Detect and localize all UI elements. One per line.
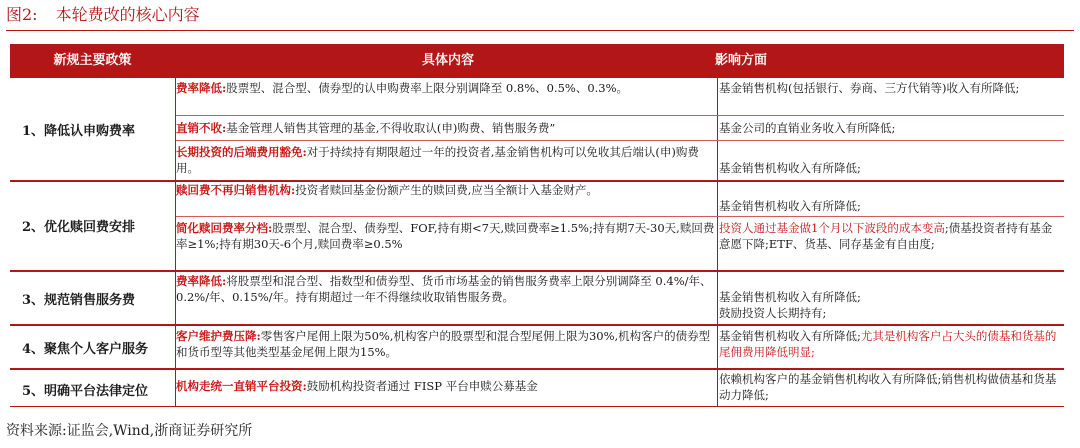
content-lead: 简化赎回费率分档: — [176, 221, 273, 235]
impact-text: ;债基投资者持有基金意愿下降;ETF、货基、同存基金有自由度; — [719, 221, 1053, 251]
group-divider — [10, 368, 1064, 370]
policy-table — [10, 44, 1064, 407]
content-text: 基金管理人销售其管理的基金,不得收取认(申)购费、销售服务费” — [226, 121, 556, 135]
impact-text: 基金销售机构收入有所降低; — [719, 329, 861, 343]
impact-cell — [719, 328, 1059, 366]
impact-cell — [719, 120, 1059, 138]
content-lead: 费率降低: — [176, 274, 227, 288]
content-cell — [176, 273, 718, 323]
row-divider — [176, 115, 1064, 116]
content-lead: 客户维护费压降: — [176, 329, 261, 343]
content-text: 对于持续持有期限超过一年的投资者,基金销售机构可以免收其后端认(申)购费用。 — [176, 145, 699, 175]
content-cell — [176, 328, 718, 366]
figure-title-text: 本轮费改的核心内容 — [55, 5, 200, 24]
content-text: 鼓励机构投资者通过 FISP 平台申赎公募基金 — [306, 379, 538, 393]
content-lead: 费率降低: — [176, 81, 227, 95]
content-text: 股票型、混合型、债券型的认申购费率上限分别调降至 0.8%、0.5%、0.3%。 — [226, 81, 629, 95]
header-content: 具体内容 — [421, 53, 474, 68]
content-cell — [176, 144, 718, 178]
content-lead: 赎回费不再归销售机构: — [176, 183, 296, 197]
content-text: 投资者赎回基金份额产生的赎回费,应当全额计入基金财产。 — [295, 183, 598, 197]
impact-cell — [719, 182, 1059, 215]
impact-highlight: 尤其是机构客户占大头的债基和货基的尾佣费用降低明显; — [719, 329, 1057, 359]
impact-cell — [719, 371, 1059, 405]
content-cell — [176, 80, 718, 114]
figure-number: 图2: — [6, 5, 38, 24]
content-lead: 长期投资的后端费用豁免: — [176, 145, 307, 159]
impact-text: 基金销售机构收入有所降低; 鼓励投资人长期持有; — [719, 290, 861, 320]
impact-text: 基金销售机构收入有所降低; — [719, 199, 861, 213]
source-note: 资料来源:证监会,Wind,浙商证券研究所 — [6, 423, 253, 439]
content-text: 股票型、混合型、债券型、FOF,持有期<7天,赎回费率≥1.5%;持有期7天-30天,赎回费率≥1%;持有期30天-6个月,赎回费率≥0.5% — [176, 221, 715, 251]
group-divider — [10, 324, 1064, 326]
header-impact: 影响方面 — [715, 53, 768, 68]
content-lead: 机构走统一直销平台投资: — [176, 379, 307, 393]
impact-text: 基金销售机构(包括银行、券商、三方代销等)收入有所降低; — [719, 81, 1020, 95]
content-cell — [176, 378, 718, 398]
category-2: 2、优化赎回费安排 — [22, 220, 136, 235]
content-text: 将股票型和混合型、指数型和债券型、货币市场基金的销售服务费率上限分别调降至 0.4%/年、0.2%/年、0.15%/年。持有期超过一年不得继续收取销售服务费。 — [176, 274, 712, 304]
category-5: 5、明确平台法律定位 — [22, 384, 149, 399]
category-3: 3、规范销售服务费 — [22, 293, 136, 308]
content-text: 零售客户尾佣上限为50%,机构客户的股票型和混合型尾佣上限为30%,机构客户的债券型和货币型等其他类型基金尾佣上限为15%。 — [176, 329, 711, 359]
impact-text: 基金销售机构收入有所降低; — [719, 161, 861, 175]
row-divider — [176, 216, 1064, 217]
figure-title — [6, 2, 1074, 31]
impact-highlight: 投资人通过基金做1个月以下波段的成本变高 — [719, 221, 945, 235]
content-cell — [176, 182, 718, 215]
impact-cell — [719, 144, 1059, 178]
group-divider — [10, 270, 1064, 272]
content-cell — [176, 120, 718, 138]
impact-cell — [719, 80, 1059, 114]
table-header — [10, 44, 1064, 78]
impact-cell — [719, 220, 1059, 268]
content-cell — [176, 220, 718, 268]
category-4: 4、聚焦个人客户服务 — [22, 342, 149, 357]
header-policy: 新规主要政策 — [53, 53, 132, 68]
impact-cell — [719, 273, 1059, 323]
row-divider — [176, 140, 1064, 141]
impact-text: 依赖机构客户的基金销售机构收入有所降低;销售机构做债基和货基动力降低; — [719, 372, 1057, 402]
category-1: 1、降低认申购费率 — [22, 124, 136, 139]
content-lead: 直销不收: — [176, 121, 227, 135]
impact-text: 基金公司的直销业务收入有所降低; — [719, 121, 896, 135]
